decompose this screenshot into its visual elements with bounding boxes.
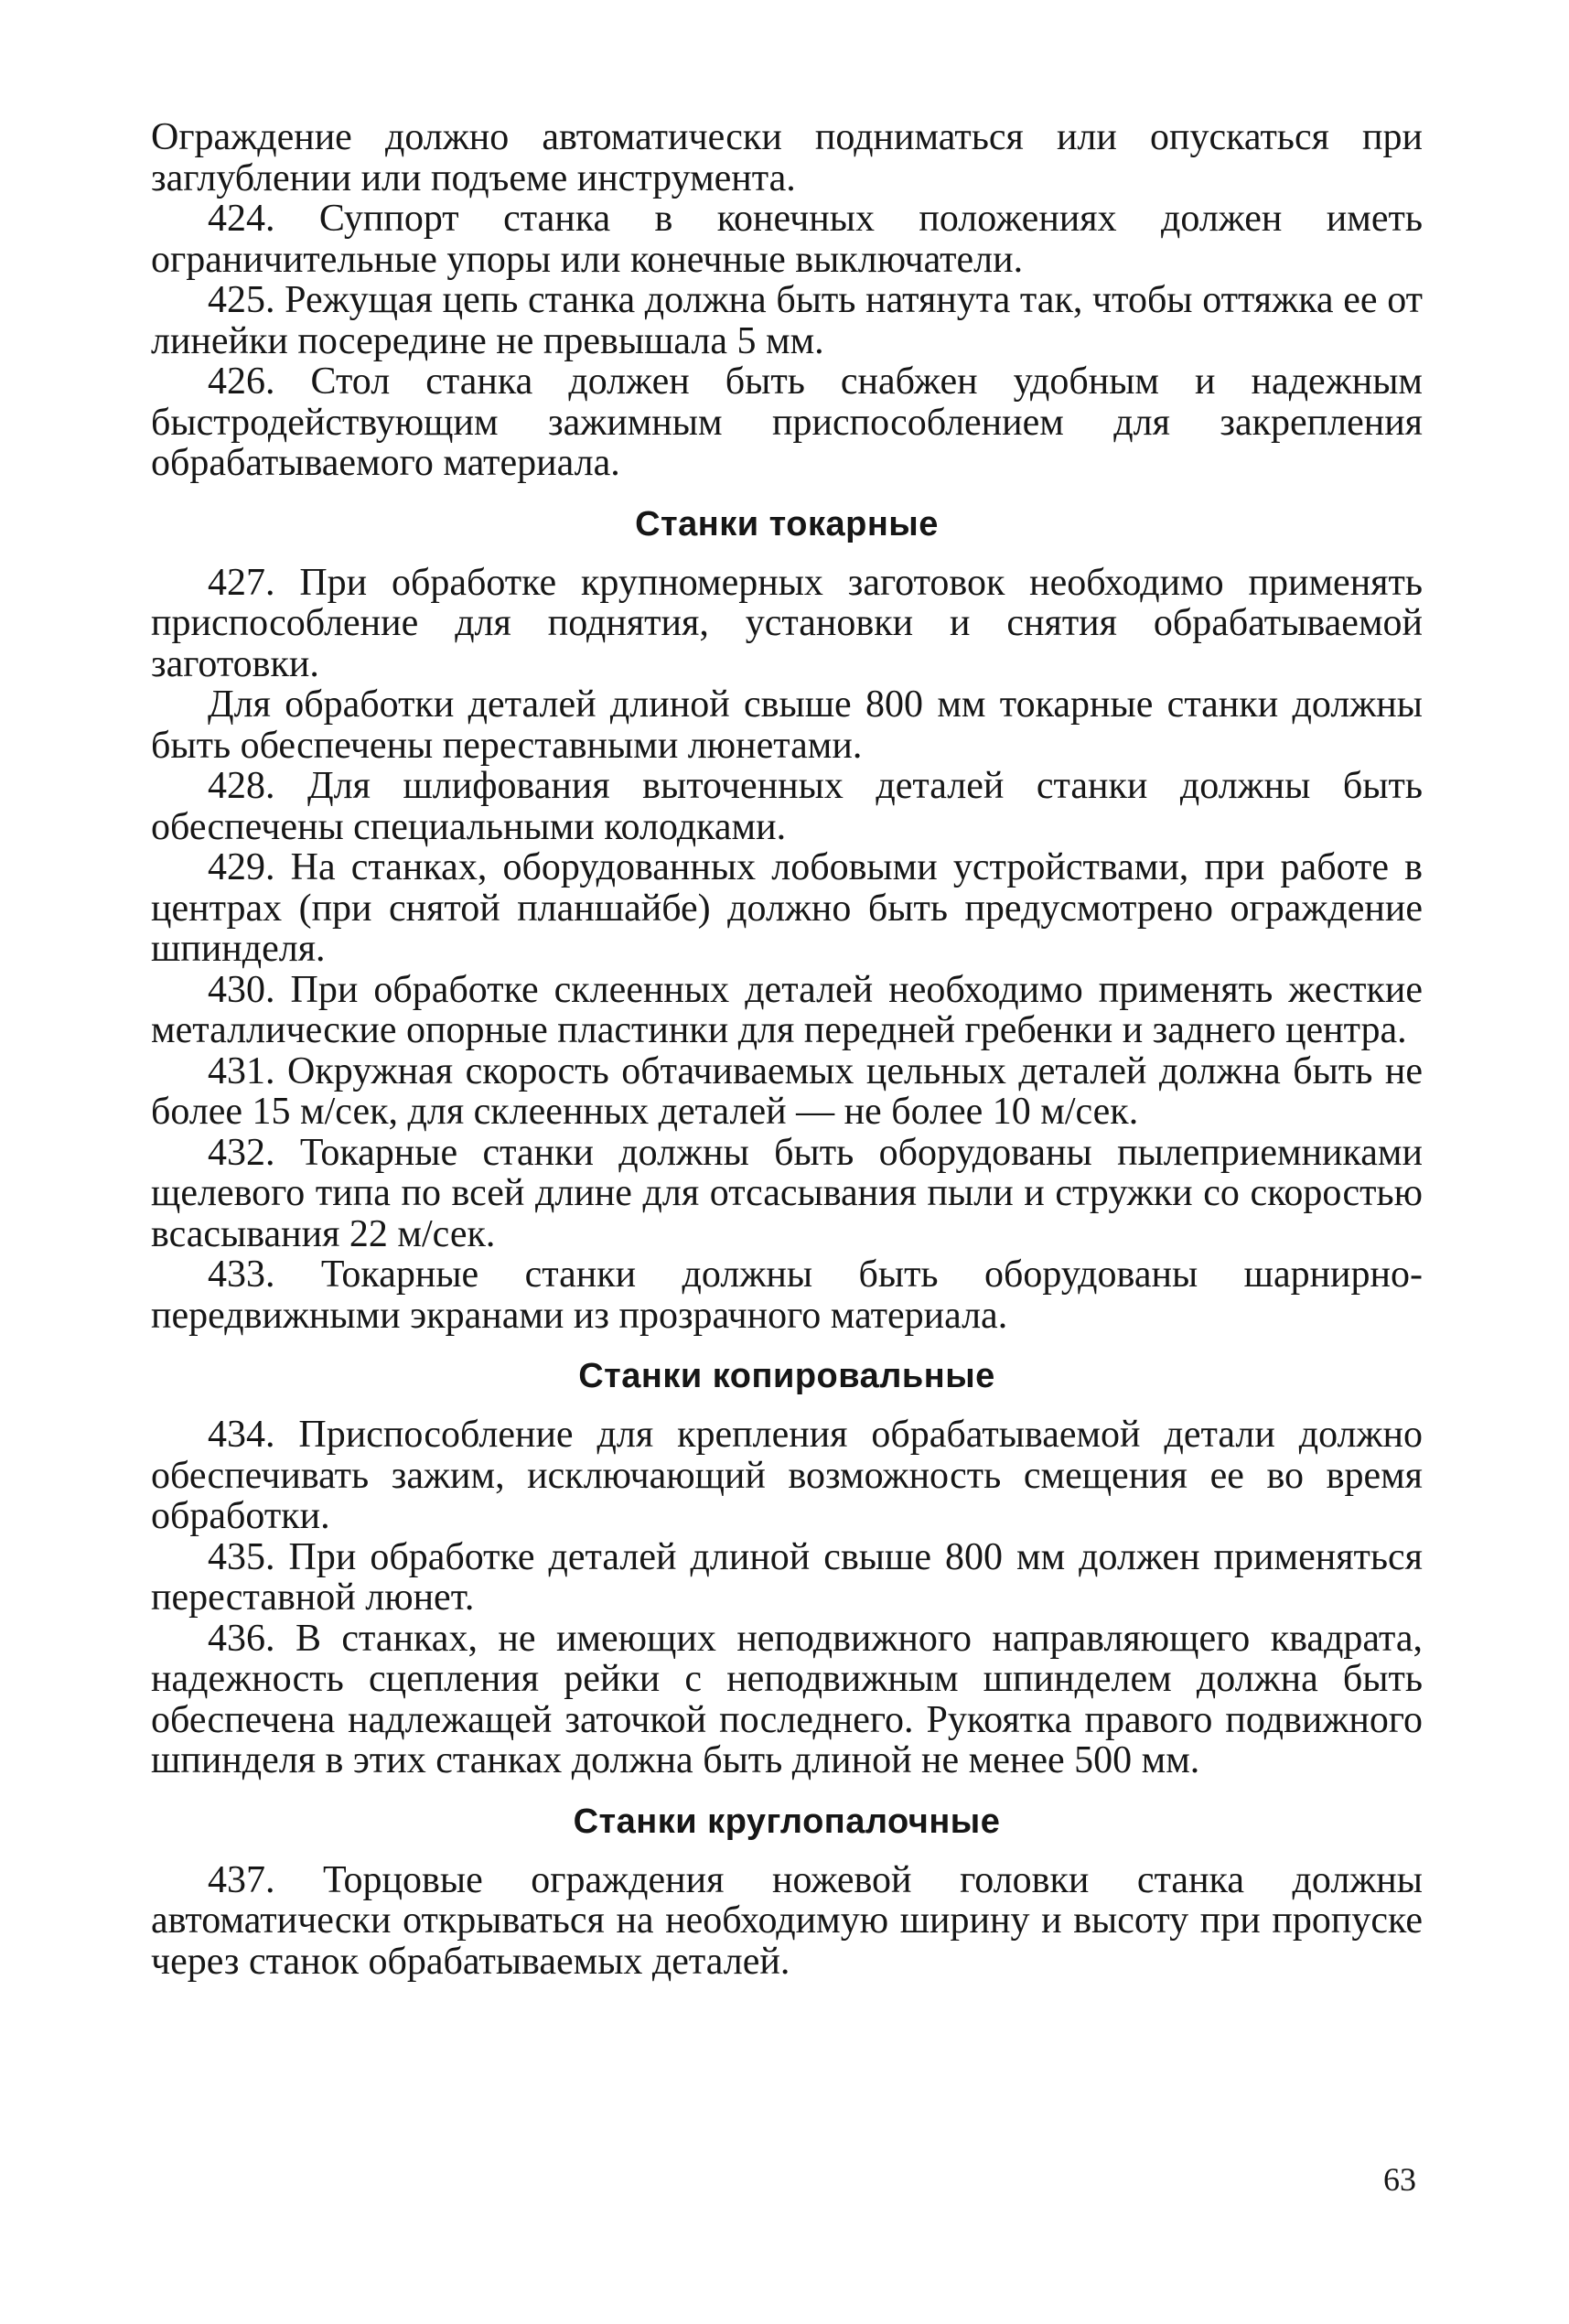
- paragraph-guard-continuation: Ограждение должно автоматически подниматься или опускаться при заглублении или подъеме инструмента.: [151, 116, 1423, 199]
- paragraph-433: 433. Токарные станки должны быть оборудованы шарнирно-передвижными экранами из прозрачного материала.: [151, 1253, 1423, 1337]
- section-heading-lathes: Станки токарные: [635, 504, 939, 543]
- section-heading-copying-machines: Станки копировальные: [578, 1357, 995, 1395]
- paragraph-431: 431. Окружная скорость обтачиваемых цельных деталей должна быть не более 15 м/сек, для склеенных деталей — не более 10 м/сек.: [151, 1049, 1423, 1133]
- paragraph-436: 436. В станках, не имеющих неподвижного направляющего квадрата, надежность сцепления рейки с неподвижным шпинделем должна быть обеспечена надлежащей заточкой последнего. Рукоятка правого подвижного шпинделя в этих станках должна быть длиной не менее 500 мм.: [151, 1617, 1423, 1781]
- page-number: 63: [1383, 2161, 1416, 2198]
- paragraph-426: 426. Стол станка должен быть снабжен удобным и надежным быстродействующим зажимным приспособлением для закрепления обрабатываемого материала.: [151, 360, 1423, 484]
- paragraph-428: 428. Для шлифования выточенных деталей станки должны быть обеспечены специальными колодками.: [151, 765, 1423, 848]
- document-page: [151, 117, 1423, 1982]
- paragraph-427: 427. При обработке крупномерных заготовок необходимо применять приспособление для поднятия, установки и снятия обрабатываемой заготовки.: [151, 561, 1423, 685]
- paragraph-437: 437. Торцовые ограждения ножевой головки станка должны автоматически открываться на необходимую ширину и высоту при пропуске через станок обрабатываемых деталей.: [151, 1858, 1423, 1983]
- paragraph-432: 432. Токарные станки должны быть оборудованы пылеприемниками щелевого типа по всей длине для отсасывания пыли и стружки со скоростью всасывания 22 м/сек.: [151, 1131, 1423, 1255]
- paragraph-435: 435. При обработке деталей длиной свыше 800 мм должен применяться переставной люнет.: [151, 1535, 1423, 1619]
- section-heading-round-rod-machines: Станки круглопалочные: [573, 1802, 1001, 1841]
- paragraph-429: 429. На станках, оборудованных лобовыми устройствами, при работе в центрах (при снятой планшайбе) должно быть предусмотрено ограждение шпинделя.: [151, 846, 1423, 970]
- paragraph-434: 434. Приспособление для крепления обрабатываемой детали должно обеспечивать зажим, исключающий возможность смещения ее во время обработки.: [151, 1414, 1423, 1537]
- paragraph-425: 425. Режущая цепь станка должна быть натянута так, чтобы оттяжка ее от линейки посередине не превышала 5 мм.: [151, 279, 1423, 362]
- paragraph-427-continued: Для обработки деталей длиной свыше 800 мм токарные станки должны быть обеспечены переставными люнетами.: [151, 683, 1423, 767]
- paragraph-430: 430. При обработке склеенных деталей необходимо применять жесткие металлические опорные пластинки для передней гребенки и заднего центра.: [151, 968, 1423, 1051]
- paragraph-424: 424. Суппорт станка в конечных положениях должен иметь ограничительные упоры или конечные выключатели.: [151, 198, 1423, 281]
